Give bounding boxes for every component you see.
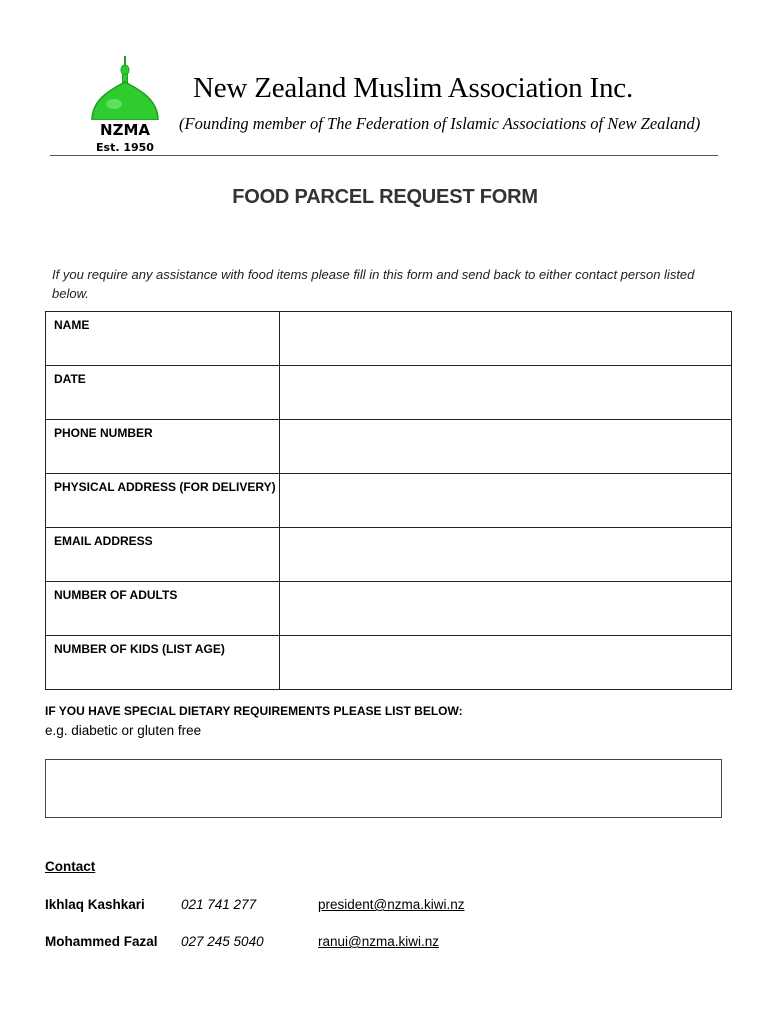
- logo-text: NZMA: [100, 121, 150, 139]
- field-input-phone[interactable]: [279, 420, 731, 474]
- field-input-name[interactable]: [279, 312, 731, 366]
- field-label-adults: NUMBER OF ADULTS: [46, 582, 280, 636]
- field-label-kids: NUMBER OF KIDS (LIST AGE): [46, 636, 280, 690]
- contact-heading: Contact: [45, 859, 96, 874]
- contact-phone: 027 245 5040: [181, 934, 264, 949]
- field-row-adults: [46, 582, 732, 636]
- nzma-logo: [84, 54, 166, 154]
- field-label-date: DATE: [46, 366, 280, 420]
- organisation-subtitle: (Founding member of The Federation of Islamic Associations of New Zealand): [179, 114, 701, 133]
- dietary-requirements-title: IF YOU HAVE SPECIAL DIETARY REQUIREMENTS PLEASE LIST BELOW:: [45, 704, 463, 718]
- field-label-name: NAME: [46, 312, 280, 366]
- field-label-address: PHYSICAL ADDRESS (FOR DELIVERY): [46, 474, 280, 528]
- field-row-date: [46, 366, 732, 420]
- field-row-name: [46, 312, 732, 366]
- field-input-kids[interactable]: [279, 636, 731, 690]
- logo-est: Est. 1950: [96, 141, 154, 154]
- organisation-name: New Zealand Muslim Association Inc.: [193, 72, 633, 104]
- field-row-phone: [46, 420, 732, 474]
- field-input-date[interactable]: [279, 366, 731, 420]
- field-row-kids: [46, 636, 732, 690]
- header-divider: [50, 155, 718, 156]
- contact-email-link[interactable]: president@nzma.kiwi.nz: [318, 897, 465, 912]
- mosque-dome-icon: [84, 54, 166, 154]
- field-row-address: [46, 474, 732, 528]
- field-input-address[interactable]: [279, 474, 731, 528]
- field-input-adults[interactable]: [279, 582, 731, 636]
- form-title: FOOD PARCEL REQUEST FORM: [232, 186, 538, 208]
- field-input-email[interactable]: [279, 528, 731, 582]
- field-label-email: EMAIL ADDRESS: [46, 528, 280, 582]
- contact-name: Ikhlaq Kashkari: [45, 897, 145, 912]
- contact-phone: 021 741 277: [181, 897, 257, 912]
- dietary-requirements-input[interactable]: [45, 759, 722, 818]
- field-label-phone: PHONE NUMBER: [46, 420, 280, 474]
- contact-name: Mohammed Fazal: [45, 934, 158, 949]
- request-fields-table: [45, 311, 732, 690]
- contact-email-link[interactable]: ranui@nzma.kiwi.nz: [318, 934, 439, 949]
- form-intro: If you require any assistance with food items please fill in this form and send back to either contact person listed below.: [52, 267, 695, 301]
- field-row-email: [46, 528, 732, 582]
- dietary-example-text: e.g. diabetic or gluten free: [45, 723, 202, 738]
